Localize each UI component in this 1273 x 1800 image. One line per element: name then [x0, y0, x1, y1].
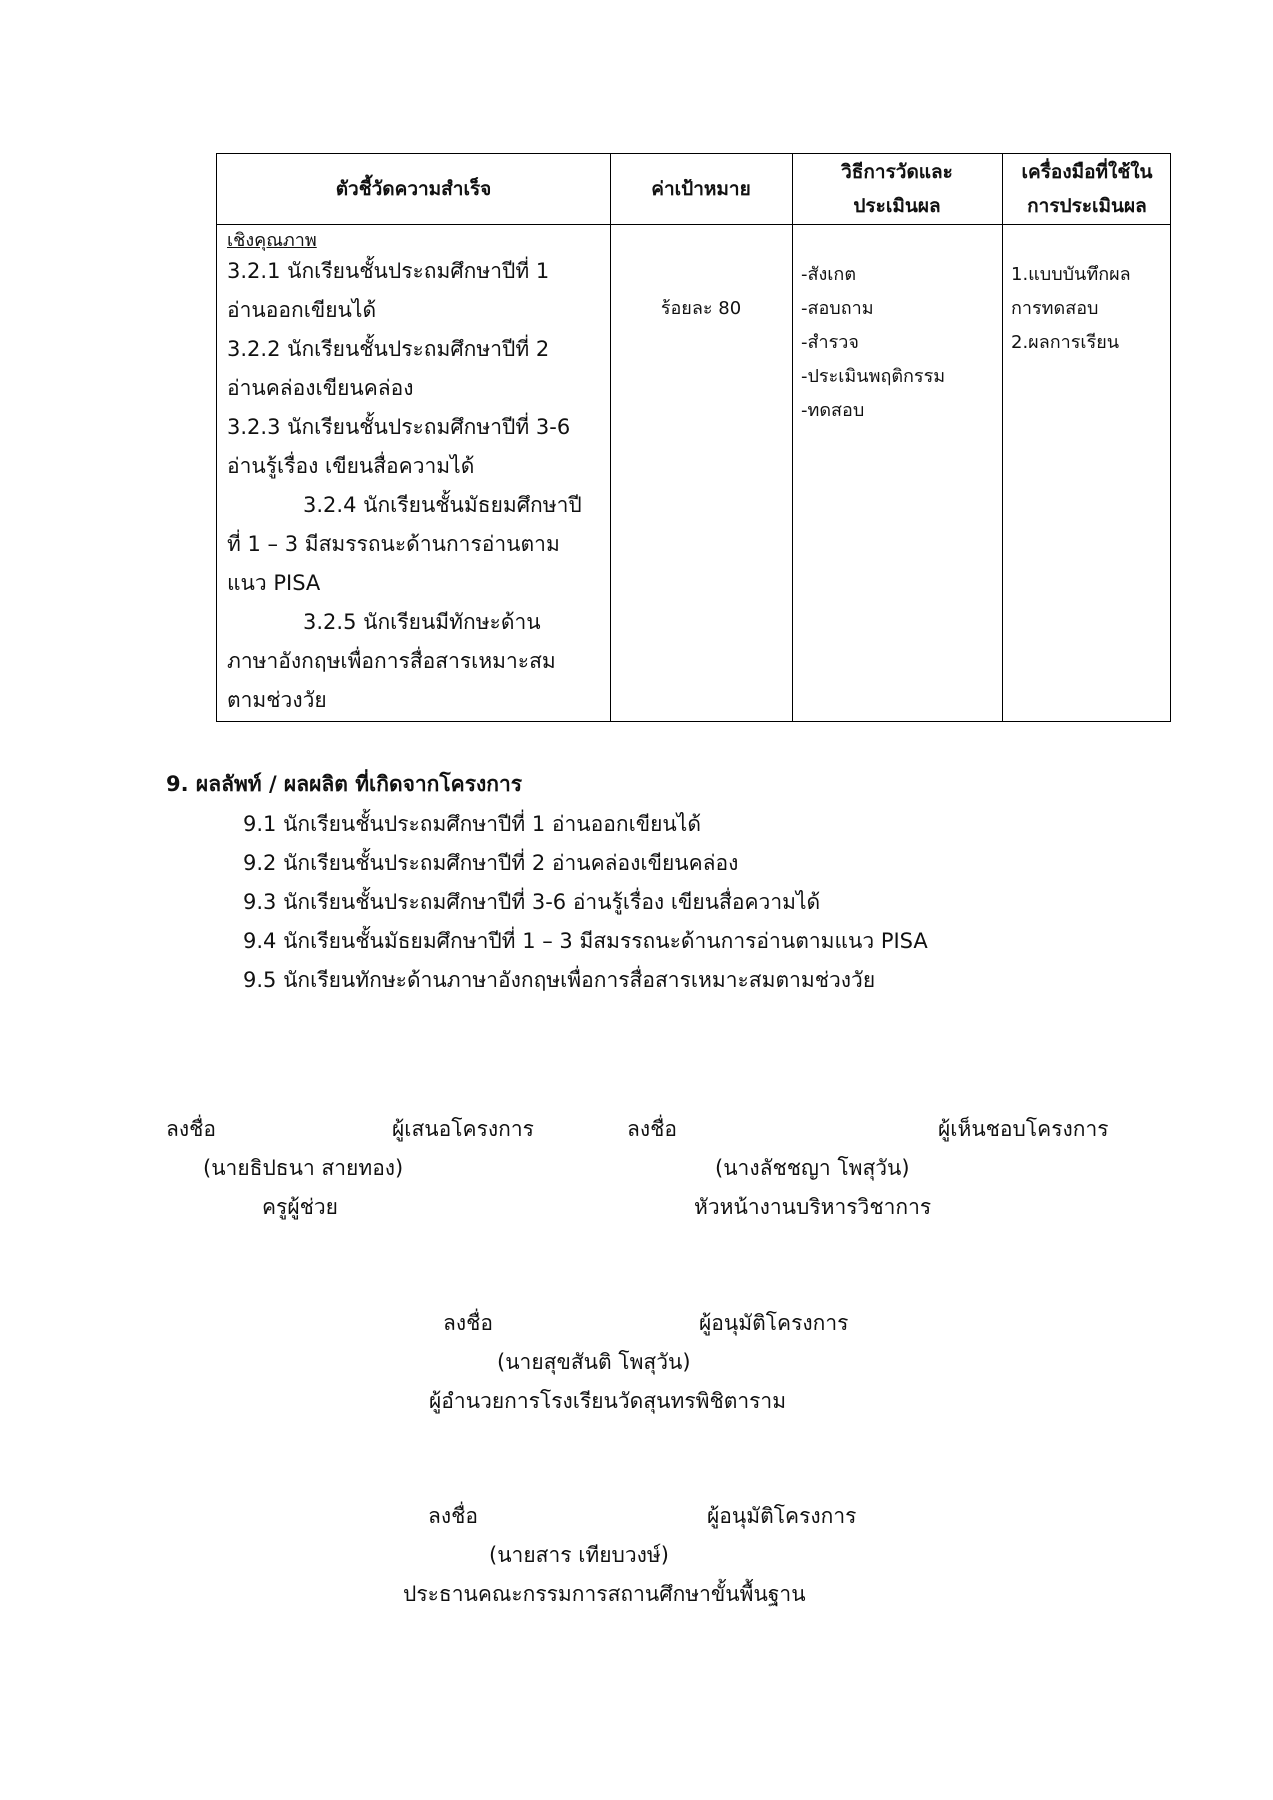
- approver2-sign-label: ลงชื่อ: [428, 1504, 478, 1528]
- method-item: -ทดสอบ: [801, 400, 865, 421]
- method-item: -ประเมินพฤติกรรม: [801, 366, 946, 387]
- header-tools: เครื่องมือที่ใช้ใน การประเมินผล: [1021, 161, 1153, 217]
- indicator-line: ภาษาอังกฤษเพื่อการสื่อสารเหมาะสม: [227, 649, 556, 673]
- approver1-sign-label: ลงชื่อ: [443, 1311, 493, 1335]
- section9-item: 9.5 นักเรียนทักษะด้านภาษาอังกฤษเพื่อการสื่อสารเหมาะสมตามช่วงวัย: [243, 968, 876, 992]
- method-cell: [801, 258, 945, 428]
- approver1-position: ผู้อำนวยการโรงเรียนวัดสุนทรพิชิตาราม: [429, 1389, 787, 1413]
- indicator-line: แนว PISA: [227, 571, 321, 595]
- indicator-table: [216, 153, 1171, 722]
- endorser-name: (นางลัชชญา โพสุวัน): [715, 1156, 910, 1180]
- target-cell: ร้อยละ 80: [660, 298, 742, 319]
- indicator-line: 3.2.4 นักเรียนชั้นมัธยมศึกษาปี: [303, 493, 582, 517]
- endorser-role: ผู้เห็นชอบโครงการ: [938, 1117, 1109, 1141]
- indicator-line: อ่านรู้เรื่อง เขียนสื่อความได้: [227, 454, 475, 478]
- section9-title: 9. ผลลัพท์ / ผลผลิต ที่เกิดจากโครงการ: [166, 772, 523, 796]
- indicator-line: 3.2.5 นักเรียนมีทักษะด้าน: [303, 610, 541, 634]
- indicator-line: 3.2.2 นักเรียนชั้นประถมศึกษาปีที่ 2: [227, 337, 550, 361]
- header-method: วิธีการวัดและ ประเมินผล: [841, 161, 953, 217]
- approver2-name: (นายสาร เทียบวงษ์): [489, 1543, 669, 1567]
- indicator-line: อ่านคล่องเขียนคล่อง: [227, 376, 414, 400]
- indicator-heading: เชิงคุณภาพ: [227, 230, 317, 251]
- endorser-position: หัวหน้างานบริหารวิชาการ: [694, 1195, 932, 1219]
- tool-item: 1.แบบบันทึกผล: [1011, 264, 1131, 285]
- table-divider: [1002, 154, 1003, 721]
- proposer-role: ผู้เสนอโครงการ: [392, 1117, 534, 1141]
- proposer-position: ครูผู้ช่วย: [262, 1195, 338, 1219]
- method-item: -สังเกต: [801, 264, 857, 285]
- proposer-sign-label: ลงชื่อ: [166, 1117, 216, 1141]
- table-divider: [610, 154, 611, 721]
- indicator-line: 3.2.1 นักเรียนชั้นประถมศึกษาปีที่ 1: [227, 259, 550, 283]
- header-indicator: ตัวชี้วัดความสำเร็จ: [335, 178, 492, 200]
- table-header-divider: [217, 224, 1170, 225]
- tool-item: การทดสอบ: [1011, 298, 1099, 319]
- proposer-name: (นายธิปธนา สายทอง): [203, 1156, 404, 1180]
- approver2-role: ผู้อนุมัติโครงการ: [707, 1504, 857, 1528]
- approver2-position: ประธานคณะกรรมการสถานศึกษาขั้นพื้นฐาน: [403, 1582, 806, 1606]
- header-target: ค่าเป้าหมาย: [651, 178, 751, 200]
- table-divider: [792, 154, 793, 721]
- tools-cell: [1011, 258, 1131, 360]
- section9-item: 9.3 นักเรียนชั้นประถมศึกษาปีที่ 3-6 อ่านรู้เรื่อง เขียนสื่อความได้: [243, 890, 821, 914]
- section9-item: 9.2 นักเรียนชั้นประถมศึกษาปีที่ 2 อ่านคล่องเขียนคล่อง: [243, 851, 739, 875]
- method-item: -สำรวจ: [801, 332, 859, 353]
- approver1-name: (นายสุขสันติ โพสุวัน): [497, 1350, 691, 1374]
- indicator-line: ที่ 1 – 3 มีสมรรถนะด้านการอ่านตาม: [227, 532, 560, 556]
- approver1-role: ผู้อนุมัติโครงการ: [699, 1311, 849, 1335]
- method-item: -สอบถาม: [801, 298, 874, 319]
- section9-item: 9.4 นักเรียนชั้นมัธยมศึกษาปีที่ 1 – 3 มีสมรรถนะด้านการอ่านตามแนว PISA: [243, 929, 928, 953]
- endorser-sign-label: ลงชื่อ: [627, 1117, 677, 1141]
- indicator-line: อ่านออกเขียนได้: [227, 298, 377, 322]
- indicator-line: ตามช่วงวัย: [227, 688, 327, 712]
- indicator-line: 3.2.3 นักเรียนชั้นประถมศึกษาปีที่ 3-6: [227, 415, 571, 439]
- indicator-cell: [227, 230, 582, 720]
- tool-item: 2.ผลการเรียน: [1011, 332, 1120, 353]
- section9-item: 9.1 นักเรียนชั้นประถมศึกษาปีที่ 1 อ่านออกเขียนได้: [243, 812, 701, 836]
